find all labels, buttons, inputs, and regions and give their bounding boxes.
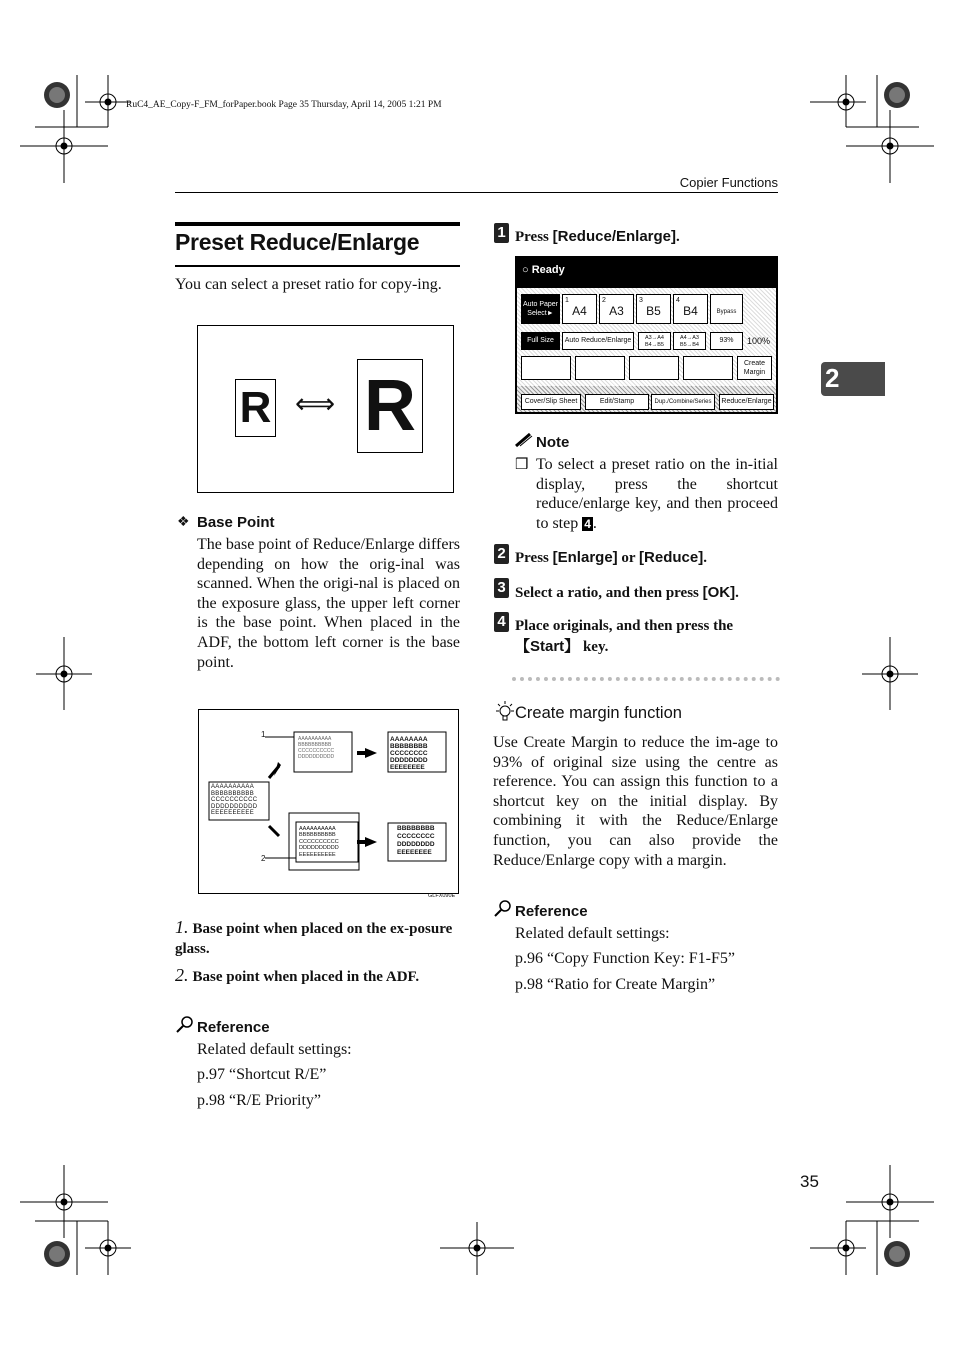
row: BBBBBBBBBB <box>299 832 336 839</box>
reference-link[interactable]: p.98 “R/E Priority” <box>197 1092 321 1109</box>
row: EEEEEEEEEE <box>299 851 336 858</box>
enlarge-key: [Enlarge] <box>552 549 618 566</box>
tray-3-button[interactable] <box>636 294 671 324</box>
create-margin-button[interactable]: Create Margin <box>737 356 772 380</box>
row: EEEEEEEE <box>397 849 432 856</box>
section-title: Preset Reduce/Enlarge <box>175 229 420 255</box>
step-text-part: Press <box>515 229 553 245</box>
figure-base-point <box>198 709 459 899</box>
row: CCCCCCCCCC <box>211 797 258 804</box>
title-rule-bottom <box>175 265 460 267</box>
list-item <box>175 917 460 959</box>
row: AAAAAAAAAA <box>211 784 255 790</box>
row: AAAAAAAAAA <box>299 826 336 832</box>
original-sheet-text <box>211 784 257 817</box>
shortcut-key-2[interactable] <box>575 356 625 380</box>
row: AAAAAAAAAA <box>298 736 332 742</box>
step-text-part: . <box>703 550 707 566</box>
tray-size: A4 <box>572 304 587 318</box>
step-2-number: 2 <box>494 544 509 564</box>
full-size-button[interactable]: Full Size <box>521 332 560 350</box>
base-point-title: Base Point <box>197 514 275 531</box>
status-text: Ready <box>531 264 565 276</box>
step-text-part: or <box>617 550 640 566</box>
adf-result-text <box>397 825 435 857</box>
bypass-button[interactable]: Bypass <box>710 294 743 324</box>
tab-cover-slip-sheet[interactable]: Cover/Slip Sheet <box>521 394 581 410</box>
diamond-bullet-icon: ❖ <box>177 515 190 530</box>
row: BBBBBBBBBB <box>211 790 255 797</box>
intro-text: You can select a preset ratio for copy-ing. <box>175 276 442 293</box>
large-r: R <box>357 359 423 453</box>
reference-link[interactable]: p.98 “Ratio for Create Margin” <box>515 976 716 993</box>
preset-reduce-button[interactable]: A3→A4 B4→B5 <box>638 332 671 350</box>
reference-link[interactable]: p.97 “Shortcut R/E” <box>197 1066 327 1083</box>
title-rule-top <box>175 222 460 226</box>
step-3-text <box>515 583 739 604</box>
running-head: Copier Functions <box>679 175 778 190</box>
double-arrow-icon: ⟺ <box>295 389 336 420</box>
tab-reduce-enlarge[interactable]: Reduce/Enlarge <box>719 394 774 410</box>
row: CCCCCCCCCC <box>299 838 339 845</box>
chapter-tab-number: 2 <box>825 363 840 393</box>
magnifier-icon <box>494 900 512 918</box>
row: CCCCCCCCCC <box>298 748 335 754</box>
file-header: RuC4_AE_Copy-F_FM_forPaper.book Page 35 Thursday, April 14, 2005 1:21 PM <box>126 100 442 110</box>
note-title: Note <box>536 434 570 451</box>
list-item <box>175 965 460 987</box>
ready-status: ○ Ready <box>522 264 565 276</box>
ratio-display: 100% <box>747 336 771 346</box>
step-text-part: . <box>735 585 739 601</box>
item-number: 2. <box>175 965 189 985</box>
page-number: 35 <box>800 1172 819 1191</box>
tray-label: 2 <box>602 297 606 304</box>
magnifier-icon <box>176 1016 194 1034</box>
note-text <box>536 455 778 534</box>
row: DDDDDDDD <box>397 841 435 848</box>
reference-title-right: Reference <box>515 903 588 920</box>
preset-enlarge-button[interactable]: A4→A3 B5→B4 <box>673 332 706 350</box>
row: BBBBBBBB <box>397 825 435 832</box>
reference-title-left: Reference <box>197 1019 270 1036</box>
glass-result-text <box>390 736 428 771</box>
tray-size: B4 <box>683 304 698 318</box>
step-4-text <box>515 617 778 657</box>
row: AAAAAAAA <box>390 736 428 743</box>
item-text: Base point when placed in the ADF. <box>192 969 420 985</box>
step-text-part: . <box>676 229 680 245</box>
tab-dup-combine-series[interactable]: Dup./Combine/Series <box>651 394 715 410</box>
step-2-text <box>515 548 707 569</box>
auto-reduce-enlarge-button[interactable]: Auto Reduce/Enlarge <box>562 332 634 350</box>
row: BBBBBBBBBB <box>298 742 332 748</box>
row: DDDDDDDDDD <box>299 845 339 852</box>
reduce-key: [Reduce] <box>639 549 704 566</box>
row: DDDDDDDDDD <box>298 754 335 760</box>
shortcut-key-1[interactable] <box>521 356 571 380</box>
note-body: To select a preset ratio on the in-itial display, press the shortcut reduce/enlarge key, and then proceed to step <box>536 456 778 532</box>
step-4-ref: 4 <box>584 516 591 531</box>
control-panel-display <box>515 256 778 414</box>
step-text-part: Select a ratio, and then press <box>515 585 703 601</box>
step-4-number: 4 <box>494 612 509 632</box>
checkbox-bullet-icon: ❒ <box>515 457 529 473</box>
small-r: R <box>235 379 276 437</box>
callout-2: 2 <box>261 854 266 863</box>
pencil-icon <box>514 432 534 448</box>
tray-label: 1 <box>565 297 569 304</box>
row: CCCCCCCC <box>397 833 435 840</box>
auto-paper-select-button[interactable]: Auto Paper Select► <box>521 294 560 324</box>
shortcut-key-4[interactable] <box>683 356 733 380</box>
row: EEEEEEEE <box>390 764 425 771</box>
tray-label: 3 <box>639 297 643 304</box>
tray-2-button[interactable] <box>599 294 634 324</box>
step-text-part: Press <box>515 550 553 566</box>
tray-size: A3 <box>609 304 624 318</box>
tip-text: Use Create Margin to reduce the im-age to 93% of original size using the centre as reference. You can assign this function to a shortcut key on the initial display. By combining it with the Reduce/Enlarge function, you can also provide the Reduce/Enlarge copy with a margin. <box>493 734 778 869</box>
row: CCCCCCCC <box>390 750 428 757</box>
tray-size: B5 <box>646 304 661 318</box>
figure-reduce-enlarge <box>197 325 454 493</box>
tip-divider <box>512 677 780 681</box>
step-1-text <box>515 227 680 248</box>
adf-sheet-text <box>299 826 339 858</box>
status-bar <box>517 258 776 288</box>
tip-title: Create margin function <box>515 704 682 722</box>
step-3-number: 3 <box>494 578 509 598</box>
step-1-number: 1 <box>494 223 509 243</box>
lightbulb-icon <box>494 700 516 724</box>
base-point-text: The base point of Reduce/Enlarge differs depending on how the orig-inal was scanned. When the origi-nal is placed on the exposure glass, the upper left corner is the base point. When placed in the ADF, the bottom left corner is the base point. <box>197 536 460 671</box>
start-key: 【Start】 <box>515 637 580 655</box>
reference-line: Related default settings: <box>197 1041 352 1058</box>
row: EEEEEEEEEE <box>211 810 255 817</box>
header-rule <box>175 192 778 193</box>
step-text-part: key. <box>579 638 609 655</box>
glass-sheet-text <box>298 736 334 760</box>
item-text: Base point when placed on the ex-posure glass. <box>175 921 453 957</box>
reduce-enlarge-key: [Reduce/Enlarge] <box>552 228 677 245</box>
tray-4-button[interactable] <box>673 294 708 324</box>
reference-line: Related default settings: <box>515 925 670 942</box>
tray-label: 4 <box>676 297 680 304</box>
ok-key: [OK] <box>702 584 736 601</box>
row: DDDDDDDDDD <box>211 803 258 810</box>
chapter-tab <box>821 362 885 396</box>
figure-code: GLFX090E <box>428 893 456 899</box>
note-end: . <box>592 514 597 532</box>
row: DDDDDDDD <box>390 757 428 764</box>
tab-edit-stamp[interactable]: Edit/Stamp <box>585 394 649 410</box>
step-text-part: Place originals, and then press the <box>515 618 734 634</box>
tray-1-button[interactable] <box>562 294 597 324</box>
row: BBBBBBBB <box>390 743 428 750</box>
item-number: 1. <box>175 917 189 937</box>
shortcut-key-3[interactable] <box>629 356 679 380</box>
ratio-93-button[interactable]: 93% <box>710 332 743 350</box>
reference-link[interactable]: p.96 “Copy Function Key: F1-F5” <box>515 950 735 967</box>
callout-1: 1 <box>261 730 266 739</box>
